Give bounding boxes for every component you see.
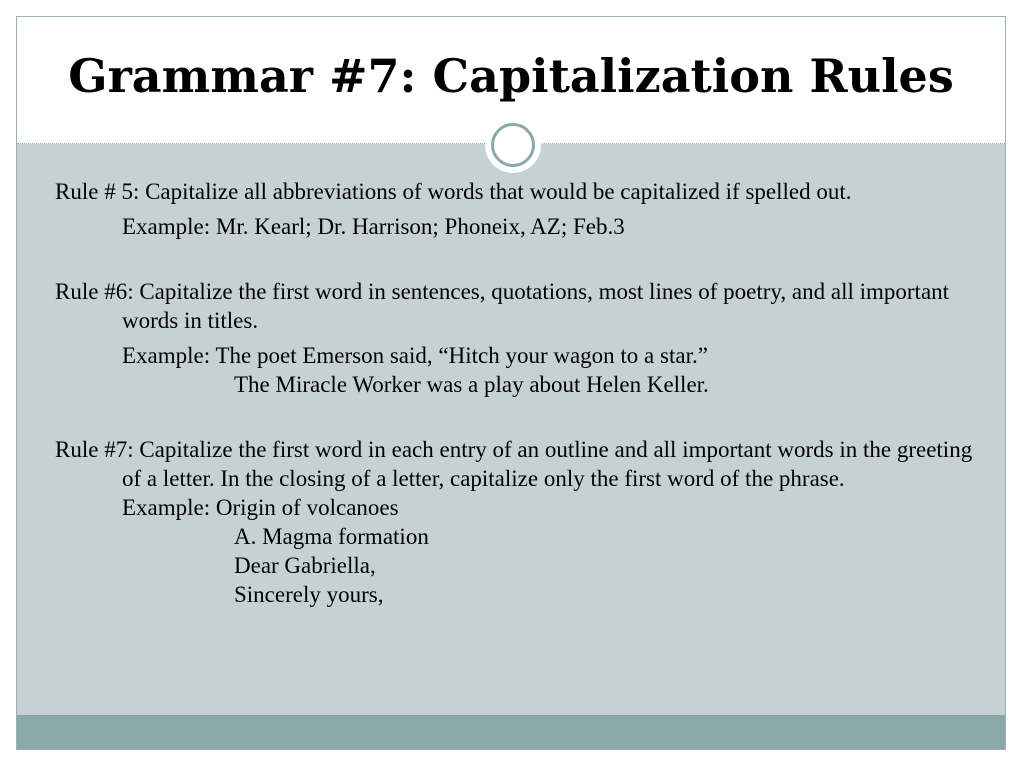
rule-6-example: Example: The poet Emerson said, “Hitch your wagon to a star.” [122, 343, 708, 368]
rule-6-example-continuation: The Miracle Worker was a play about Helen Keller. [234, 372, 709, 397]
rule-5-text: Rule # 5: Capitalize all abbreviations of words that would be capitalized if spelled out. [55, 179, 852, 204]
spacer [55, 241, 975, 277]
slide [16, 16, 1006, 750]
slide-body [55, 177, 975, 609]
rule-7-example-line: A. Magma formation [234, 524, 429, 549]
slide-title: Grammar #7: Capitalization Rules [68, 49, 954, 103]
rule-block-7 [55, 435, 975, 609]
rule-5-example: Example: Mr. Kearl; Dr. Harrison; Phoneix, AZ; Feb.3 [122, 214, 625, 239]
rule-block-6 [55, 277, 975, 399]
circle-ring-icon [491, 123, 535, 167]
spacer [55, 399, 975, 435]
rule-6-text: Rule #6: Capitalize the first word in sentences, quotations, most lines of poetry, and all important words in titles. [55, 279, 950, 333]
rule-7-example-line: Sincerely yours, [234, 582, 384, 607]
rule-7-text: Rule #7: Capitalize the first word in each entry of an outline and all important words in the greeting of a letter. In the closing of a letter, capitalize only the first word of the phrase. [55, 437, 973, 491]
rule-7-example-line: Dear Gabriella, [234, 553, 376, 578]
footer-bar [17, 715, 1005, 749]
rule-block-5 [55, 177, 975, 241]
circle-ornament-icon [485, 117, 541, 173]
rule-7-example: Example: Origin of volcanoes [122, 495, 399, 520]
